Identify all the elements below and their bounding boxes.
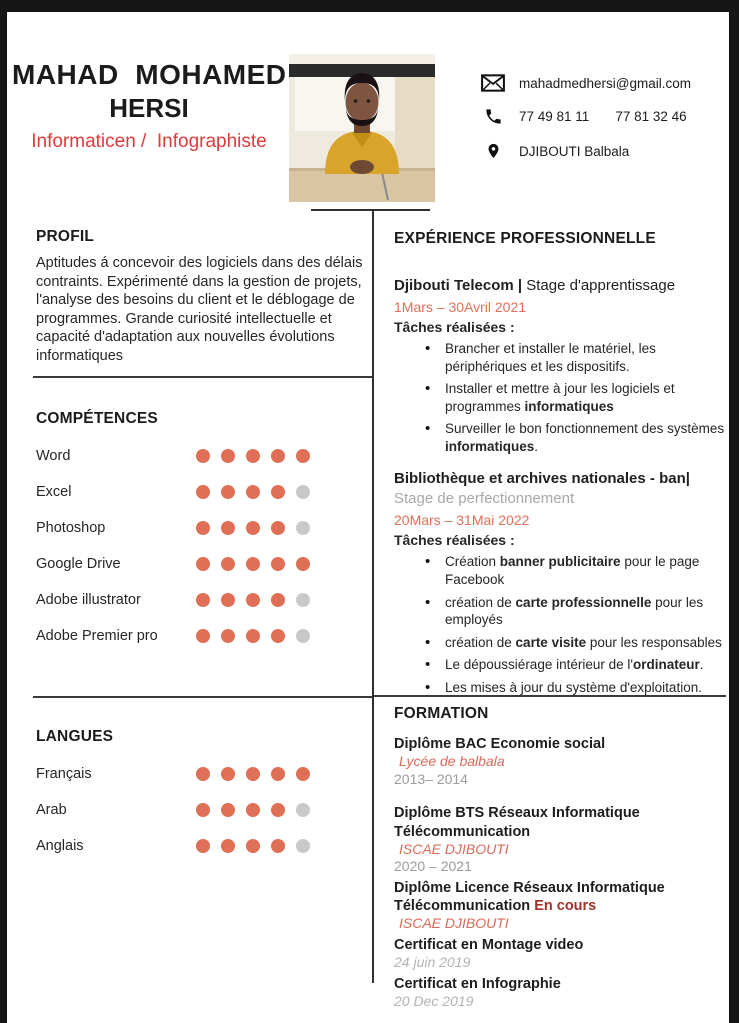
rating-dot-empty <box>296 485 310 499</box>
rating-dot-filled <box>271 803 285 817</box>
rating-row <box>36 802 358 818</box>
task-text: pour les employés <box>445 594 704 628</box>
task-text-bold: carte visite <box>515 634 587 650</box>
rating-row <box>36 448 358 464</box>
rating-dot-empty <box>296 803 310 817</box>
task-item <box>425 656 728 674</box>
formation-entries <box>394 735 728 1010</box>
rating-dot-filled <box>221 803 235 817</box>
education-entry <box>394 879 728 933</box>
rating-dots <box>196 485 310 499</box>
envelope-icon <box>481 74 505 92</box>
rating-dots <box>196 521 310 535</box>
rating-dot-filled <box>271 767 285 781</box>
education-status: En cours <box>534 898 597 915</box>
task-list <box>394 553 728 696</box>
rating-dot-filled <box>221 629 235 643</box>
name-second-line: HERSI <box>109 92 189 123</box>
rating-row <box>36 556 358 572</box>
profil-text: Aptitudes á concevoir des logiciels dans des délais contraints. Expérimenté dans la gestion de projets, l'analyse des besoins du client et le déblogage de programmes. Grande curiosité intellectuelle et capacité d'adaptation aux nouvelles évolutions informatiques <box>36 255 363 364</box>
task-text: Les mises à jour du système d'exploitation. <box>445 679 702 695</box>
rating-dot-filled <box>196 593 210 607</box>
rating-dot-filled <box>221 557 235 571</box>
rating-dot-filled <box>196 839 210 853</box>
education-title-text: Diplôme BTS Réseaux Informatique Télécommunication <box>394 805 640 840</box>
task-text: pour le page Facebook <box>445 554 700 587</box>
rating-dot-filled <box>271 521 285 535</box>
job-dates: 20Mars – 31Mai 2022 <box>394 512 530 529</box>
job-company: Bibliothèque et archives nationales - ban| <box>394 470 690 488</box>
task-text-bold: carte professionnelle <box>515 594 652 610</box>
task-item <box>425 553 728 588</box>
task-text: Création <box>445 554 500 570</box>
education-period: 24 juin 2019 <box>394 953 471 970</box>
job-dates: 1Mars – 30Avril 2021 <box>394 298 527 315</box>
profil-title: PROFIL <box>36 228 95 245</box>
rating-dot-filled <box>221 593 235 607</box>
task-item <box>425 420 728 455</box>
experience-entries <box>394 276 728 696</box>
contact-block <box>481 74 691 161</box>
rating-label: Adobe Premier pro <box>36 628 158 644</box>
task-item <box>425 634 728 652</box>
task-text-bold: informatiques <box>445 438 535 454</box>
left-divider-1 <box>33 376 372 378</box>
rating-label: Excel <box>36 484 72 500</box>
phone-number-2: 77 81 32 46 <box>615 109 687 124</box>
formation-section <box>394 705 728 1013</box>
task-text: Le dépoussiérage intérieur de l' <box>445 657 633 673</box>
rating-dot-filled <box>271 485 285 499</box>
competences-title: COMPÉTENCES <box>36 410 158 427</box>
task-text: Surveiller le bon fonctionnement des systèmes <box>445 421 725 437</box>
job-title-subtitle: Informaticen / Infographiste <box>31 131 267 153</box>
job-company: Djibouti Telecom | <box>394 277 523 294</box>
rating-row <box>36 628 358 644</box>
rating-dots <box>196 593 310 607</box>
education-title-text: Certificat en Infographie <box>394 975 561 992</box>
rating-dot-filled <box>271 557 285 571</box>
rating-dot-filled <box>196 485 210 499</box>
task-text: Installer et mettre à jour les logiciels et programmes <box>445 381 675 414</box>
education-title <box>394 804 728 840</box>
rating-row <box>36 766 358 782</box>
education-title <box>394 735 728 753</box>
rating-dot-filled <box>246 557 260 571</box>
rating-label: Google Drive <box>36 556 121 572</box>
rating-dot-filled <box>246 485 260 499</box>
rating-dot-empty <box>296 839 310 853</box>
rating-dots <box>196 803 310 817</box>
task-text: pour les responsables <box>586 634 722 650</box>
education-period: 2013– 2014 <box>394 770 468 787</box>
rating-dot-filled <box>221 449 235 463</box>
rating-label: Adobe illustrator <box>36 592 141 608</box>
education-title-text: Diplôme Licence Réseaux Informatique Télécommunication <box>394 879 665 915</box>
job-title <box>394 276 728 296</box>
rating-dot-filled <box>271 449 285 463</box>
education-title <box>394 879 728 915</box>
rating-row <box>36 520 358 536</box>
education-school: ISCAE DJIBOUTI <box>399 840 509 857</box>
contact-phone-row <box>481 107 691 126</box>
job-title <box>394 469 728 509</box>
education-title-text: Diplôme BAC Economie social <box>394 736 606 752</box>
education-entry <box>394 735 728 788</box>
job-role: Stage de perfectionnement <box>394 490 575 508</box>
experience-title: EXPÉRIENCE PROFESSIONNELLE <box>394 230 656 247</box>
rating-dot-empty <box>296 593 310 607</box>
rating-dot-empty <box>296 629 310 643</box>
profile-photo-illustration <box>289 54 435 202</box>
education-title <box>394 936 728 954</box>
rating-label: Photoshop <box>36 520 106 536</box>
rating-dot-filled <box>271 839 285 853</box>
phone-numbers <box>519 109 687 124</box>
langues-section <box>36 728 358 854</box>
education-entry <box>394 975 728 1011</box>
location-text: DJIBOUTI Balbala <box>519 143 630 159</box>
task-text: Brancher et installer le matériel, les périphériques et les dispositifs. <box>445 341 656 374</box>
rating-dot-filled <box>196 521 210 535</box>
rating-dot-filled <box>196 449 210 463</box>
phone-number-1: 77 49 81 11 <box>519 109 590 124</box>
task-text: création de <box>445 594 516 610</box>
screenshot-edge-left <box>0 0 7 1023</box>
rating-dot-filled <box>196 629 210 643</box>
name-first-line: MAHAD MOHAMED <box>12 59 287 90</box>
rating-dots <box>196 449 310 463</box>
competences-section <box>36 410 358 644</box>
left-divider-2 <box>33 696 372 698</box>
rating-dot-filled <box>296 557 310 571</box>
rating-dot-filled <box>196 767 210 781</box>
task-list <box>394 340 728 455</box>
tasks-label: Tâches réalisées : <box>394 318 515 335</box>
task-text: . <box>699 657 704 673</box>
task-text: création de <box>445 634 516 650</box>
education-title <box>394 975 728 993</box>
task-text: . <box>534 438 539 454</box>
skills-list <box>36 448 358 644</box>
rating-dot-filled <box>296 449 310 463</box>
profil-section <box>36 228 367 365</box>
rating-dot-filled <box>271 593 285 607</box>
task-item <box>425 340 728 375</box>
rating-dot-filled <box>196 803 210 817</box>
rating-dot-filled <box>246 593 260 607</box>
task-item <box>425 594 728 629</box>
rating-dot-filled <box>296 767 310 781</box>
rating-row <box>36 484 358 500</box>
experience-entry <box>394 276 728 455</box>
langues-title: LANGUES <box>36 728 114 745</box>
job-role: Stage d'apprentissage <box>522 277 676 294</box>
rating-dot-filled <box>246 521 260 535</box>
task-item <box>425 679 728 697</box>
formation-title: FORMATION <box>394 705 489 722</box>
profile-photo <box>289 54 435 202</box>
rating-dot-filled <box>221 521 235 535</box>
phone-icon <box>481 107 505 126</box>
education-title-text: Certificat en Montage video <box>394 936 584 953</box>
rating-dots <box>196 557 310 571</box>
column-divider <box>372 209 374 983</box>
task-text-bold: ordinateur <box>632 657 700 673</box>
education-period: 20 Dec 2019 <box>394 992 474 1009</box>
rating-dot-filled <box>246 449 260 463</box>
screenshot-edge-right <box>729 0 739 1023</box>
contact-email-row <box>481 74 691 92</box>
education-period: 2020 – 2021 <box>394 858 472 875</box>
rating-label: Arab <box>36 802 67 818</box>
rating-row <box>36 592 358 608</box>
rating-dot-filled <box>196 557 210 571</box>
education-school: ISCAE DJIBOUTI <box>399 915 509 932</box>
divider-under-photo <box>311 209 430 211</box>
rating-label: Français <box>36 766 92 782</box>
rating-row <box>36 838 358 854</box>
name-block <box>12 60 286 153</box>
task-text-bold: informatiques <box>524 398 614 414</box>
task-text-bold: banner publicitaire <box>499 554 621 570</box>
rating-dots <box>196 839 310 853</box>
rating-label: Word <box>36 448 71 464</box>
rating-dot-filled <box>246 629 260 643</box>
education-entry <box>394 804 728 876</box>
contact-location-row <box>481 141 691 161</box>
rating-dot-filled <box>221 839 235 853</box>
rating-dot-filled <box>246 767 260 781</box>
rating-dot-filled <box>221 767 235 781</box>
languages-list <box>36 766 358 854</box>
task-item <box>425 380 728 415</box>
location-pin-icon <box>481 141 505 161</box>
tasks-label: Tâches réalisées : <box>394 532 515 549</box>
rating-label: Anglais <box>36 838 84 854</box>
rating-dot-empty <box>296 521 310 535</box>
education-entry <box>394 936 728 972</box>
email-text: mahadmedhersi@gmail.com <box>519 75 692 91</box>
experience-section <box>394 230 728 710</box>
rating-dot-filled <box>246 839 260 853</box>
rating-dot-filled <box>271 629 285 643</box>
rating-dot-filled <box>246 803 260 817</box>
education-school: Lycée de balbala <box>399 753 505 770</box>
experience-entry <box>394 469 728 696</box>
rating-dots <box>196 629 310 643</box>
rating-dots <box>196 767 310 781</box>
screenshot-edge-top <box>0 0 739 12</box>
rating-dot-filled <box>221 485 235 499</box>
